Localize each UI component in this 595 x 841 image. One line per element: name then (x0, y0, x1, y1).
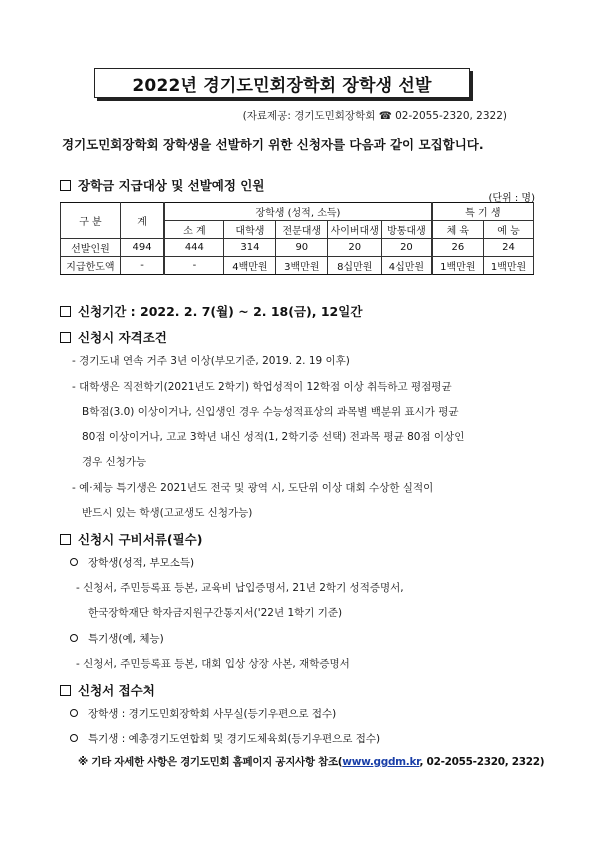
qualification-line: B학점(3.0) 이상이거나, 신입생인 경우 수능성적표상의 과목별 백분위 표시가 평균 (82, 406, 459, 418)
circle-bullet-icon (70, 709, 78, 717)
scholarship-table (60, 202, 534, 275)
square-bullet-icon (60, 534, 71, 545)
square-bullet-icon (60, 685, 71, 696)
table-cell: - (164, 257, 224, 275)
documents-line: 한국장학재단 학자금지원구간통지서('22년 1학기 기준) (88, 607, 343, 619)
section-heading-period: 신청기간 : 2022. 2. 7(월) ~ 2. 18(금), 12일간 (60, 302, 362, 320)
subheader: 소 계 (164, 221, 224, 239)
table-cell: 4백만원 (224, 257, 276, 275)
square-bullet-icon (60, 332, 71, 343)
documents-bullet: 장학생(성적, 부모소득) (70, 555, 194, 570)
table-cell: 20 (382, 239, 432, 257)
qualification-line: - 대학생은 직전학기(2021년도 2학기) 학업성적이 12학점 이상 취득하고 평점평균 (72, 381, 452, 393)
header-special-group: 특 기 생 (432, 203, 534, 221)
intro-text: 경기도민회장학회 장학생을 선발하기 위한 신청자를 다음과 같이 모집합니다. (62, 137, 484, 152)
subheader: 체 육 (432, 221, 484, 239)
table-cell: 26 (432, 239, 484, 257)
table-row (61, 239, 534, 257)
circle-bullet-icon (70, 734, 78, 742)
documents-line: - 신청서, 주민등록표 등본, 교육비 납입증명서, 21년 2학기 성적증명서, (76, 582, 404, 594)
qualification-line: 80점 이상이거나, 고교 3학년 내신 성적(1, 2학기중 선택) 전과목 평균 80점 이상인 (82, 431, 465, 443)
table-cell: 90 (276, 239, 328, 257)
qualification-line: - 경기도내 연속 거주 3년 이상(부모기준, 2019. 2. 19 이후) (72, 355, 350, 367)
submission-bullet: 장학생 : 경기도민회장학회 사무실(등기우편으로 접수) (70, 706, 336, 721)
qualification-line: 반드시 있는 학생(고교생도 신청가능) (82, 507, 253, 519)
subheader: 예 능 (484, 221, 534, 239)
square-bullet-icon (60, 306, 71, 317)
submission-bullet: 특기생 : 예총경기도연합회 및 경기도체육회(등기우편으로 접수) (70, 731, 380, 746)
page-title: 2022년 경기도민회장학회 장학생 선발 (132, 75, 432, 96)
square-bullet-icon (60, 180, 71, 191)
title-box (94, 68, 470, 98)
table-cell: 1백만원 (484, 257, 534, 275)
section-heading-eligibility: 장학금 지급대상 및 선발예정 인원 (60, 176, 264, 194)
row-label: 선발인원 (61, 239, 121, 257)
qualification-line: 경우 신청가능 (82, 456, 147, 468)
table-cell: 4십만원 (382, 257, 432, 275)
table-cell: - (120, 257, 164, 275)
table-cell: 314 (224, 239, 276, 257)
circle-bullet-icon (70, 558, 78, 566)
documents-line: - 신청서, 주민등록표 등본, 대회 입상 상장 사본, 재학증명서 (76, 658, 350, 670)
table-row (61, 257, 534, 275)
section-heading-submission: 신청서 접수처 (60, 681, 155, 699)
header-category: 구 분 (61, 203, 121, 239)
header-scholar-group: 장학생 (성적, 소득) (164, 203, 431, 221)
homepage-link[interactable]: www.ggdm.kr (342, 756, 420, 768)
subheader: 사이버대생 (328, 221, 382, 239)
subheader: 대학생 (224, 221, 276, 239)
subheader: 전문대생 (276, 221, 328, 239)
table-cell: 1백만원 (432, 257, 484, 275)
footer-note: ※ 기타 자세한 사항은 경기도민회 홈페이지 공지사항 참조(www.ggdm.kr, 02-2055-2320, 2322) (78, 756, 545, 768)
table-cell: 494 (120, 239, 164, 257)
header-total: 계 (120, 203, 164, 239)
table-cell: 20 (328, 239, 382, 257)
table-cell: 8십만원 (328, 257, 382, 275)
table-cell: 444 (164, 239, 224, 257)
source-note: (자료제공: 경기도민회장학회 ☎ 02-2055-2320, 2322) (242, 110, 507, 122)
table-cell: 24 (484, 239, 534, 257)
documents-bullet: 특기생(예, 체능) (70, 631, 164, 646)
table-cell: 3백만원 (276, 257, 328, 275)
circle-bullet-icon (70, 634, 78, 642)
section-heading-qualification: 신청시 자격조건 (60, 328, 167, 346)
section-heading-documents: 신청시 구비서류(필수) (60, 530, 202, 548)
qualification-line: - 예·체능 특기생은 2021년도 전국 및 광역 시, 도단위 이상 대회 수상한 실적이 (72, 482, 434, 494)
subheader: 방통대생 (382, 221, 432, 239)
unit-label: (단위 : 명) (488, 193, 535, 204)
row-label: 지급한도액 (61, 257, 121, 275)
